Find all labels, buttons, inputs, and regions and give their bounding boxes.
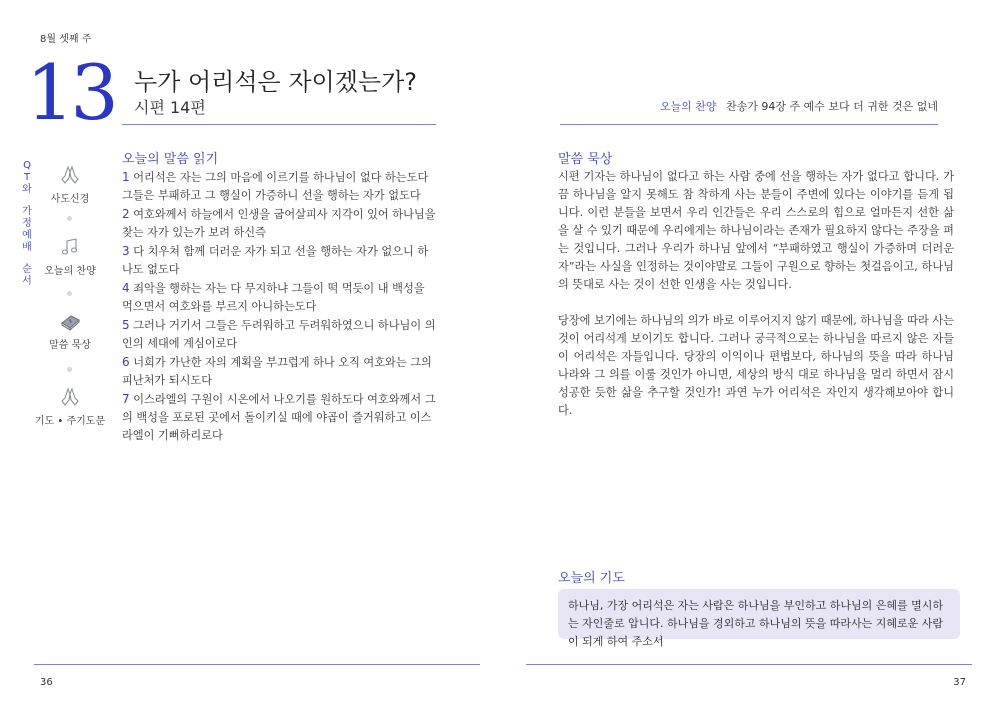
vertical-char: 배 <box>22 242 32 253</box>
step-prayer <box>30 386 110 427</box>
scripture-passage: 시편 14편 <box>134 98 206 117</box>
prayer-heading: 오늘의 기도 <box>558 571 625 586</box>
praying-hands-icon <box>59 386 81 408</box>
verse-text: 어리석은 자는 그의 마음에 이르기를 하나님이 없다 하는도다 그들은 부패하고 그 행실이 가증하니 선을 행하는 자가 없도다 <box>122 171 429 202</box>
bible-icon <box>59 310 81 332</box>
page-number-right: 37 <box>953 677 966 688</box>
step-label: 기도 • 주기도문 <box>34 416 106 427</box>
lesson-number: 13 <box>26 48 115 137</box>
page-title: 누가 어리석은 자이겠는가? <box>134 68 418 96</box>
step-song <box>30 236 110 277</box>
meditation-paragraph: 시편 기자는 하나님이 없다고 하는 사람 중에 선을 행하는 자가 없다고 합니다. 가끔 하나님을 알지 못해도 참 착하게 사는 분들이 주변에 있다는 이야기를 듣게 됩니다. 이런 분들을 보면서 우리 인간들은 우리 스스로의 힘으로 얼마든지 선한 삶을 살 수 있기 때문에 우리에게는 하나님이라는 존재가 필요하지 않다는 주장을 펴는 것입니다. 그러나 우리가 하나님 앞에서 “부패하였고 행실이 가증하며 더러운 자”라는 사실을 인정하는 것이야말로 그들이 구원으로 향하는 첫걸음이고, 하나님의 뜻대로 사는 것이 선한 인생을 사는 것입니다. <box>558 170 954 291</box>
verse-number: 2 <box>122 207 130 221</box>
step-meditation <box>30 310 110 351</box>
verse-number: 7 <box>122 392 130 406</box>
song-divider <box>560 124 938 125</box>
vertical-char: 와 <box>22 184 32 195</box>
page-number-left: 36 <box>40 677 53 688</box>
verse-text: 여호와께서 하늘에서 인생을 굽어살피사 지각이 있어 하나님을 찾는 자가 있는가 보려 하신즉 <box>122 208 436 239</box>
step-creed <box>30 164 110 205</box>
verse-number: 4 <box>122 281 130 295</box>
song-text: 찬송가 94장 주 예수 보다 더 귀한 것은 없네 <box>726 100 938 113</box>
meditation-text <box>558 168 954 438</box>
music-note-icon <box>59 236 81 258</box>
verse-number: 5 <box>122 318 130 332</box>
praying-hands-icon <box>59 164 81 186</box>
today-song <box>660 98 938 114</box>
vertical-char: 예 <box>22 230 32 241</box>
footer-rule-right <box>526 664 972 665</box>
step-separator <box>67 216 72 221</box>
verse-number: 1 <box>122 170 130 184</box>
verse-number: 6 <box>122 355 130 369</box>
step-separator <box>67 367 72 372</box>
reading-heading: 오늘의 말씀 읽기 <box>122 152 219 167</box>
vertical-char: 가 <box>22 206 32 217</box>
verse-number: 3 <box>122 244 130 258</box>
vertical-char: 정 <box>22 218 32 229</box>
vertical-char: 순 <box>22 264 32 275</box>
verse-text: 다 치우쳐 함께 더러운 자가 되고 선을 행하는 자가 없으니 하나도 없도다 <box>122 245 429 276</box>
verse-text: 그러나 거기서 그들은 두려워하고 두려워하였으니 하나님이 의인의 세대에 계심이로다 <box>122 319 436 350</box>
song-label: 오늘의 찬양 <box>659 100 717 113</box>
vertical-char: 서 <box>22 276 32 287</box>
step-label: 사도신경 <box>50 194 90 205</box>
verse-text: 죄악을 행하는 자는 다 무지하냐 그들이 떡 먹듯이 내 백성을 먹으면서 여호와를 부르지 아니하는도다 <box>122 282 425 313</box>
prayer-box: 하나님, 가장 어리석은 자는 사람은 하나님을 부인하고 하나님의 은혜를 멸시하는 자인줄로 압니다. 하나님을 경외하고 하나님의 뜻을 따라사는 지혜로운 사람이 되게 하여 주소서 <box>558 589 960 639</box>
footer-rule-left <box>34 664 480 665</box>
scripture-reading <box>122 168 436 445</box>
verse-text: 너희가 가난한 자의 계획을 부끄럽게 하나 오직 여호와는 그의 피난처가 되시도다 <box>122 356 432 387</box>
title-divider <box>122 124 436 125</box>
step-separator <box>67 291 72 296</box>
step-label: 오늘의 찬양 <box>44 266 96 277</box>
vertical-char: T <box>23 172 31 183</box>
meditation-heading: 말씀 묵상 <box>558 152 613 167</box>
step-label: 말씀 묵상 <box>49 340 91 351</box>
verse-text: 이스라엘의 구원이 시온에서 나오기를 원하도다 여호와께서 그의 백성을 포로된 곳에서 돌이키실 때에 야곱이 즐거워하고 이스라엘이 기뻐하리로다 <box>122 393 436 442</box>
meditation-paragraph: 당장에 보기에는 하나님의 의가 바로 이루어지지 않기 때문에, 하나님을 따라 사는 것이 어리석게 보이기도 합니다. 그러나 궁극적으로는 하나님을 따르지 않은 자들이 어리석은 자들입니다. 당장의 이익이나 편법보다, 하나님의 뜻을 따라 하나님 나라와 그 의를 이룰 것인가 아니면, 세상의 방식 대로 하나님을 멀리 하면서 잠시 성공한 듯한 삶을 추구할 것인가! 과연 누가 어리석은 자인지 생각해보아야 합니다. <box>558 314 954 417</box>
week-label: 8월 셋째 주 <box>40 34 92 45</box>
vertical-char: Q <box>23 160 31 171</box>
